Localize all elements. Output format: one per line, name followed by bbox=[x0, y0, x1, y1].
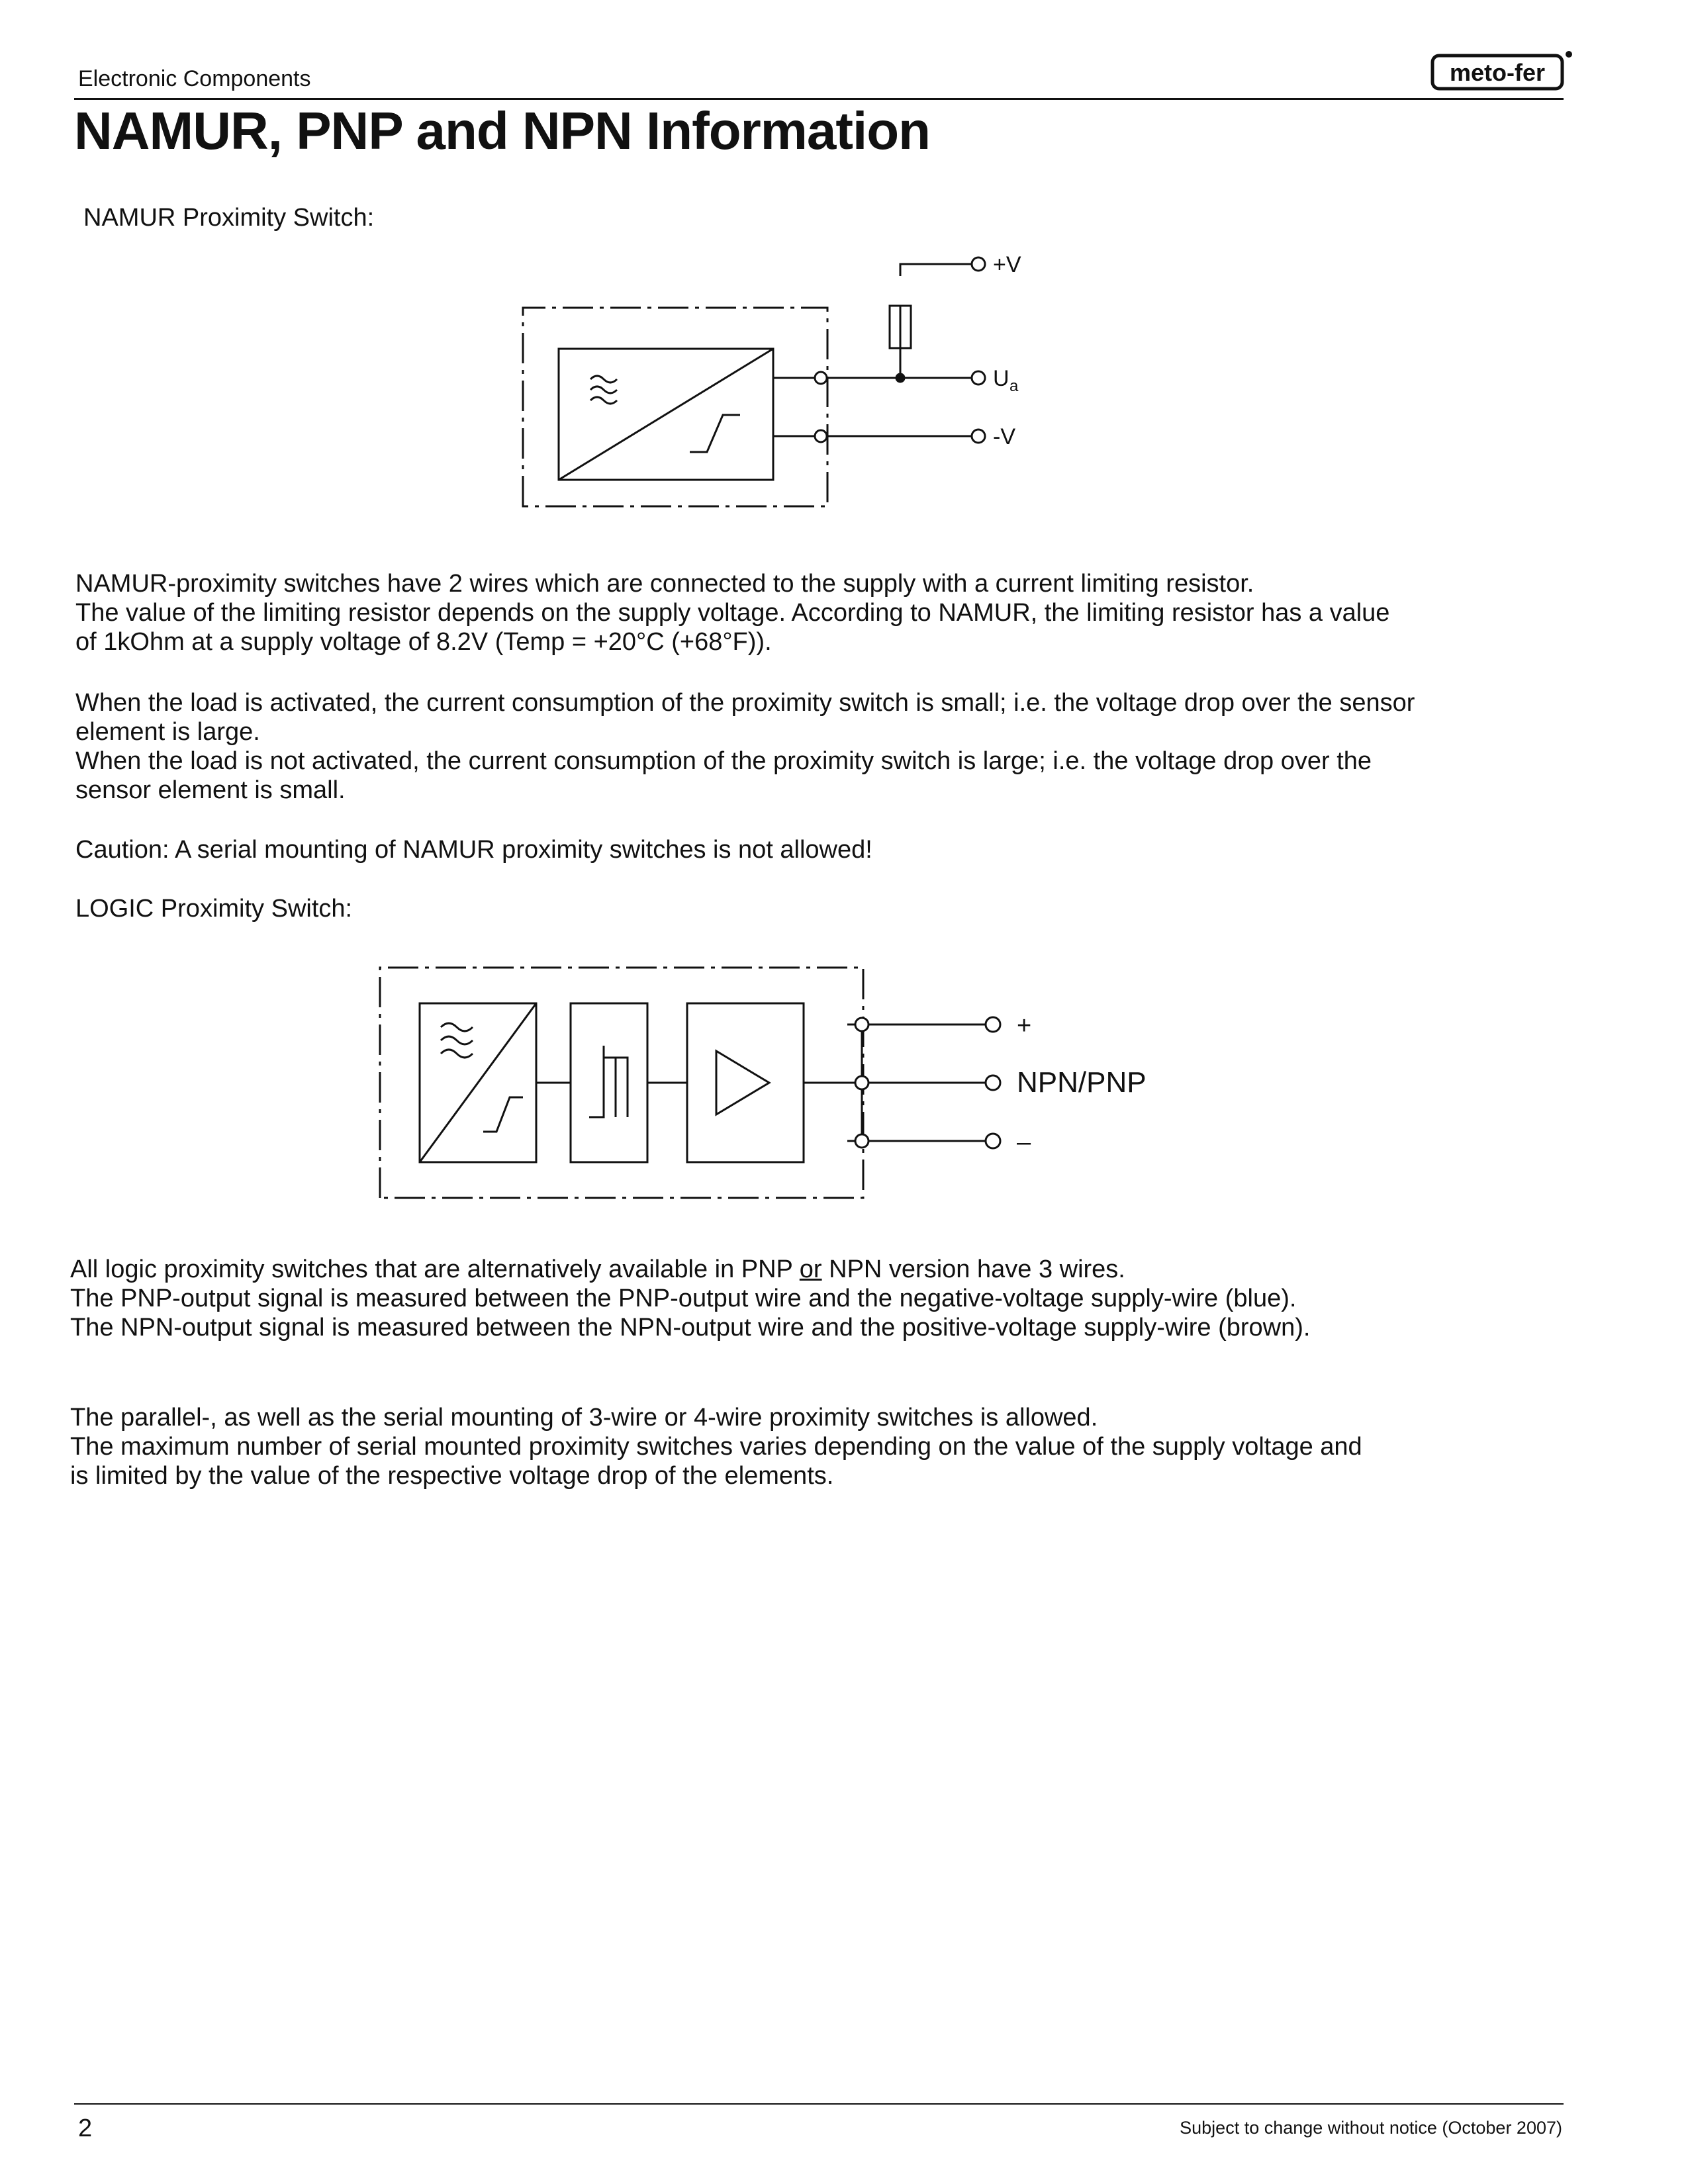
text-line: The PNP-output signal is measured between the PNP-output wire and the negative-voltage supply-wire (blue). bbox=[70, 1285, 1297, 1312]
namur-approach-symbol-icon bbox=[590, 376, 617, 404]
namur-terminal-minus: -V bbox=[993, 424, 1015, 449]
namur-paragraph-1 bbox=[75, 569, 1389, 657]
namur-caution: Caution: A serial mounting of NAMUR proximity switches is not allowed! bbox=[75, 836, 872, 864]
header-divider bbox=[74, 98, 1564, 100]
text-line bbox=[70, 1255, 1310, 1284]
logic-paragraph-2 bbox=[70, 1403, 1362, 1490]
text-line: sensor element is small. bbox=[75, 776, 346, 804]
text-line: NAMUR-proximity switches have 2 wires which are connected to the supply with a current limiting resistor. bbox=[75, 570, 1254, 598]
text-line: When the load is activated, the current consumption of the proximity switch is small; i.e. the voltage drop over the sensor bbox=[75, 689, 1415, 717]
text-line: is limited by the value of the respective voltage drop of the elements. bbox=[70, 1462, 834, 1490]
text-line: When the load is not activated, the current consumption of the proximity switch is large; i.e. the voltage drop over the bbox=[75, 747, 1372, 775]
footer-divider bbox=[74, 2103, 1564, 2105]
or-underlined: or bbox=[799, 1255, 822, 1283]
logic-terminal-plus: + bbox=[1017, 1012, 1032, 1040]
namur-paragraph-2 bbox=[75, 688, 1415, 805]
page-title: NAMUR, PNP and NPN Information bbox=[74, 101, 931, 160]
text-line: element is large. bbox=[75, 718, 260, 746]
text-line: of 1kOhm at a supply voltage of 8.2V (Temp = +20°C (+68°F)). bbox=[75, 628, 772, 656]
logic-approach-symbol-icon bbox=[441, 1023, 473, 1058]
footer-note: Subject to change without notice (October 2007) bbox=[1180, 2118, 1562, 2138]
namur-diagram bbox=[516, 255, 1046, 513]
text-run: All logic proximity switches that are alternatively available in PNP bbox=[70, 1255, 800, 1283]
brand-logo bbox=[1430, 46, 1575, 93]
text-line: The maximum number of serial mounted proximity switches varies depending on the value of the supply voltage and bbox=[70, 1433, 1362, 1461]
namur-heading: NAMUR Proximity Switch: bbox=[83, 204, 375, 232]
logic-terminal-output: NPN/PNP bbox=[1017, 1066, 1147, 1099]
text-line: The parallel-, as well as the serial mounting of 3-wire or 4-wire proximity switches is allowed. bbox=[70, 1404, 1098, 1432]
logic-terminal-minus: – bbox=[1017, 1128, 1031, 1156]
text-line: The value of the limiting resistor depends on the supply voltage. According to NAMUR, the limiting resistor has a value bbox=[75, 599, 1390, 627]
logic-paragraph-1 bbox=[70, 1255, 1310, 1342]
logic-heading: LOGIC Proximity Switch: bbox=[75, 895, 353, 923]
text-run: NPN version have 3 wires. bbox=[821, 1255, 1125, 1283]
logo-text: meto-fer bbox=[1449, 59, 1546, 86]
page-number: 2 bbox=[78, 2115, 93, 2142]
namur-terminal-output-subscript: a bbox=[1009, 377, 1019, 395]
namur-terminal-plus: +V bbox=[993, 255, 1021, 277]
text-line: The NPN-output signal is measured between the NPN-output wire and the positive-voltage supply-wire (brown). bbox=[70, 1314, 1311, 1342]
namur-terminal-output: U bbox=[993, 366, 1009, 391]
header-section-label: Electronic Components bbox=[78, 66, 311, 91]
logic-diagram bbox=[371, 958, 1165, 1210]
